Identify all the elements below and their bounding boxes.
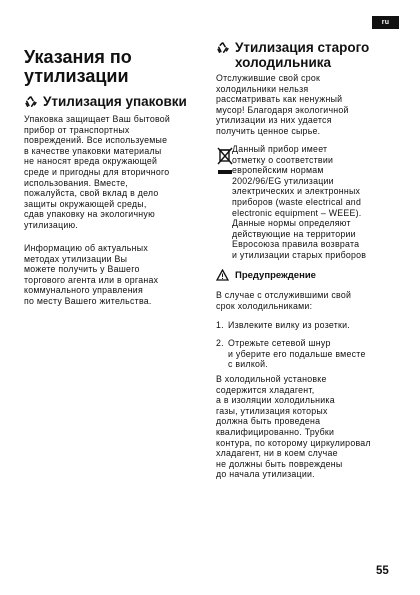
packaging-disposal-heading (24, 94, 209, 109)
old-fridge-paragraph: Отслужившие свой срок холодильники нельзя рассматривать как ненужный мусор! Благодаря экологичной утилизации из них удается получить ценное сырье. (216, 73, 349, 136)
list-item-number: 1. (216, 320, 224, 330)
page-title: Указания по утилизации (24, 47, 132, 86)
info-paragraph: Информацию об актуальных методах утилизации Вы можете получить у Вашего торгового агента или в органах коммунального управления по месту Вашего жительства. (24, 243, 159, 306)
warning-title: Предупреждение (235, 269, 316, 281)
packaging-paragraph: Упаковка защищает Ваш бытовой прибор от транспортных повреждений. Все используемые в качестве упаковки материалы не наносят вреда окружающей среде и пригодны для вторичного использования. Вместе, пожалуйста, свой вклад в дело защиты окружающей среды, сдав упаковку на экологичную утилизацию. (24, 114, 171, 230)
warning-intro: В случае с отслужившими свой срок холодильниками: (216, 290, 352, 311)
list-item-number: 2. (216, 338, 224, 348)
weee-paragraph: Данный прибор имеет отметку о соответствии европейским нормам 2002/96/EG утилизации электрических и электронных приборов (waste electrical and electronic equipment – WEEE). Данные нормы определяют действующие на территории Евросоюза правила возврата и утилизации старых приборов (232, 144, 367, 260)
recycle-icon (216, 41, 230, 55)
list-item-text: Извлеките вилку из розетки. (228, 320, 350, 330)
warning-heading (216, 269, 316, 281)
packaging-disposal-title: Утилизация упаковки (43, 94, 187, 109)
recycle-icon (24, 95, 38, 109)
refrigerant-paragraph: В холодильной установке содержится хладагент, а в изоляции холодильника газы, утилизация которых должна быть проведена квалифицированно. Трубки контура, по которому циркулировал хладагент, ни в коем случае не должны быть повреждены до начала утилизации. (216, 374, 371, 480)
list-item-text: Отрежьте сетевой шнур и уберите его подальше вместе с вилкой. (228, 338, 366, 370)
list-item (216, 338, 396, 370)
warning-triangle-icon (216, 269, 229, 281)
list-item (216, 320, 396, 331)
old-fridge-disposal-title: Утилизация старого холодильника (235, 40, 370, 70)
page-number: 55 (376, 565, 389, 577)
old-fridge-disposal-heading (216, 40, 396, 70)
language-badge: ru (372, 16, 399, 29)
